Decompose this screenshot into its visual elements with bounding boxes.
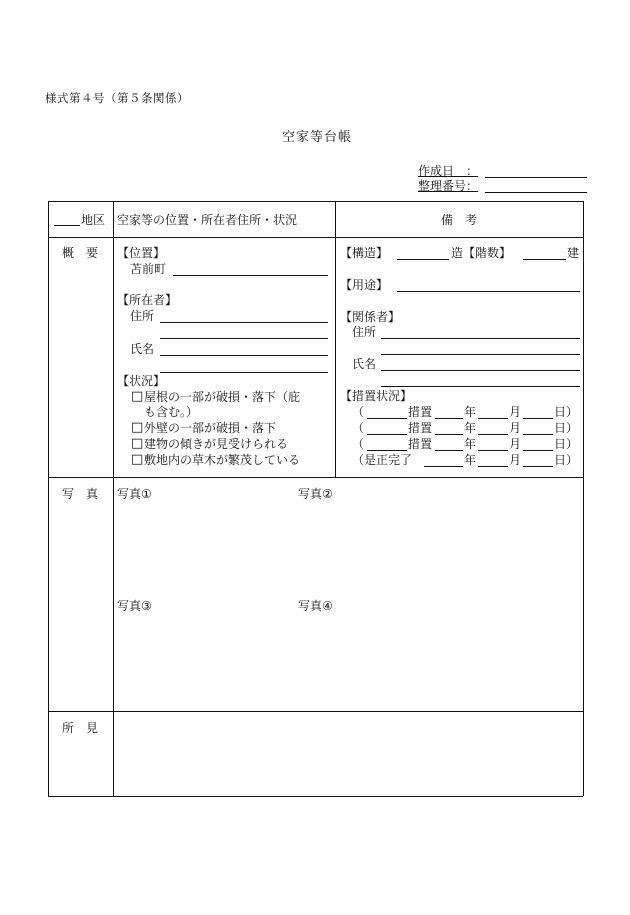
- floors-label: 【階数】: [463, 246, 512, 260]
- status-checkbox-wall[interactable]: □: [131, 420, 144, 435]
- owner-address-field-2[interactable]: [160, 338, 328, 339]
- paren-open: （: [352, 437, 365, 451]
- location-field[interactable]: [173, 275, 328, 276]
- floors-suffix: 建: [567, 246, 580, 260]
- measure-day-field[interactable]: [523, 450, 553, 451]
- correction-month-field[interactable]: [478, 466, 508, 467]
- status-checkbox-roof[interactable]: □: [131, 389, 144, 404]
- paren-open: （: [352, 405, 365, 419]
- photo-2-label: 写真②: [298, 487, 333, 501]
- measure-year-field[interactable]: [435, 418, 463, 419]
- month-label: 月: [509, 405, 522, 419]
- measure-word: 措置: [408, 421, 433, 435]
- measure-month-field[interactable]: [478, 450, 508, 451]
- location-town: 苫前町: [130, 262, 167, 276]
- month-label: 月: [509, 437, 522, 451]
- owner-address-label: 住所: [130, 309, 155, 323]
- month-label: 月: [509, 421, 522, 435]
- measure-year-field[interactable]: [435, 434, 463, 435]
- location-owner-status-header: 空家等の位置・所在者住所・状況: [117, 213, 298, 227]
- status-roof-label-cont: も含む。）: [144, 405, 199, 419]
- form-number: 様式第４号（第５条関係）: [45, 91, 189, 105]
- record-number-label: 整理番号：: [418, 179, 479, 193]
- page-title: 空家等台帳: [282, 130, 353, 145]
- day-label: 日）: [554, 437, 579, 451]
- created-date-field[interactable]: [485, 177, 587, 178]
- status-roof-label: 屋根の一部が破損・落下（庇: [144, 390, 301, 404]
- photo-1-label: 写真①: [117, 487, 152, 501]
- status-wall-label: 外壁の一部が破損・落下: [144, 421, 277, 435]
- day-label: 日）: [554, 421, 579, 435]
- correction-year-field[interactable]: [424, 466, 463, 467]
- photo-4-label: 写真④: [298, 599, 333, 613]
- status-tilt-label: 建物の傾きが見受けられる: [144, 437, 289, 451]
- measure-type-field[interactable]: [367, 434, 407, 435]
- status-checkbox-vegetation[interactable]: □: [131, 452, 144, 467]
- measure-type-field[interactable]: [367, 418, 407, 419]
- photos-label: 写 真: [62, 487, 99, 501]
- structure-label: 【構造】: [340, 246, 389, 260]
- day-label: 日）: [554, 405, 579, 419]
- month-label: 月: [509, 453, 522, 467]
- measure-word: 措置: [408, 405, 433, 419]
- owner-name-field-2[interactable]: [160, 372, 328, 373]
- location-heading: 【位置】: [117, 246, 166, 260]
- owner-name-label: 氏名: [130, 342, 155, 356]
- owner-heading: 【所在者】: [117, 293, 178, 307]
- measure-month-field[interactable]: [478, 418, 508, 419]
- year-label: 年: [464, 437, 477, 451]
- status-checkbox-tilt[interactable]: □: [131, 436, 144, 451]
- usage-label: 【用途】: [340, 278, 389, 292]
- findings-label: 所 見: [62, 721, 99, 735]
- record-number-field[interactable]: [485, 192, 587, 193]
- district-field[interactable]: [54, 225, 80, 226]
- overview-label: 概 要: [62, 246, 99, 260]
- measure-type-field[interactable]: [367, 450, 407, 451]
- owner-name-field[interactable]: [160, 355, 328, 356]
- district-label: 地区: [81, 213, 106, 227]
- status-vegetation-label: 敷地内の草木が繁茂している: [144, 453, 301, 467]
- structure-field[interactable]: [397, 259, 449, 260]
- photo-3-label: 写真③: [117, 599, 152, 613]
- measure-word: 措置: [408, 437, 433, 451]
- owner-address-field[interactable]: [160, 322, 328, 323]
- related-name-field[interactable]: [381, 370, 580, 371]
- day-label: 日）: [554, 453, 579, 467]
- year-label: 年: [464, 405, 477, 419]
- status-heading: 【状況】: [117, 374, 166, 388]
- related-party-heading: 【関係者】: [340, 310, 401, 324]
- usage-field[interactable]: [397, 291, 580, 292]
- paren-open: （: [352, 421, 365, 435]
- related-address-field[interactable]: [381, 338, 580, 339]
- related-name-field-2[interactable]: [381, 386, 580, 387]
- measure-month-field[interactable]: [478, 434, 508, 435]
- remarks-header: 備 考: [441, 213, 478, 227]
- year-label: 年: [464, 453, 477, 467]
- related-name-label: 氏名: [352, 357, 377, 371]
- structure-suffix: 造: [451, 246, 464, 260]
- created-date-label: 作成日 ：: [418, 164, 479, 178]
- related-address-label: 住所: [352, 325, 377, 339]
- measures-heading: 【措置状況】: [340, 389, 413, 403]
- findings-area[interactable]: [114, 712, 582, 795]
- measure-day-field[interactable]: [523, 418, 553, 419]
- correction-day-field[interactable]: [523, 466, 553, 467]
- floors-field[interactable]: [523, 259, 566, 260]
- correction-label: （是正完了: [352, 453, 413, 467]
- year-label: 年: [464, 421, 477, 435]
- measure-day-field[interactable]: [523, 434, 553, 435]
- related-address-field-2[interactable]: [381, 354, 580, 355]
- measure-year-field[interactable]: [435, 450, 463, 451]
